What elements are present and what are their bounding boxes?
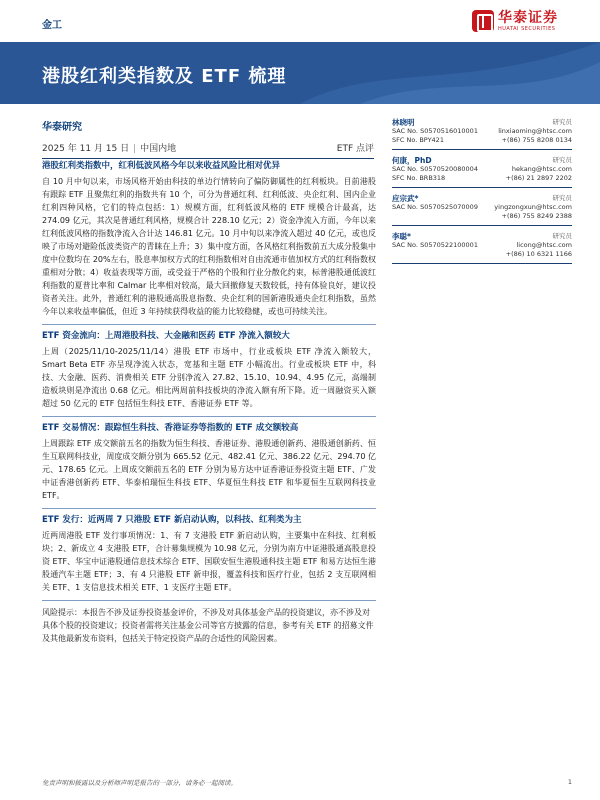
analyst-card — [392, 230, 572, 264]
report-date: 2025 年 11 月 15 日 — [42, 144, 130, 154]
analyst-email[interactable]: yingzongxun@htsc.com — [494, 203, 572, 211]
main-content — [42, 160, 376, 645]
logo-text-en: HUATAI SECURITIES — [498, 25, 556, 32]
sac-number: S0570522100001 — [420, 241, 478, 249]
analyst-card — [392, 116, 572, 150]
section — [42, 160, 376, 318]
sac-number: S0570525070009 — [420, 203, 478, 211]
report-title: 港股红利类指数及 ETF 梳理 — [42, 66, 287, 87]
report-region: 中国内地 — [140, 144, 177, 154]
section-heading: ETF 发行：近两周 7 只港股 ETF 新启动认购，以科技、红利类为主 — [42, 508, 376, 527]
top-bar — [0, 0, 600, 42]
section-heading: 港股红利类指数中，红利低波风格今年以来收益风险比相对优异 — [42, 161, 281, 171]
analyst-email[interactable]: linxiaoming@htsc.com — [498, 127, 572, 135]
report-type: ETF 点评 — [336, 144, 374, 154]
logo-text-cn: 华泰证券 — [498, 9, 558, 26]
page-footer — [42, 778, 572, 787]
analyst-card — [392, 154, 572, 188]
sfc-label: SFC No. — [392, 174, 418, 182]
disclaimer-note: 免责声明和披露以及分析师声明是报告的一部分，请务必一起阅读。 — [42, 779, 237, 787]
section — [42, 416, 376, 502]
section — [42, 508, 376, 594]
analyst-role: 研究员 — [552, 156, 572, 164]
analyst-email[interactable]: licong@htsc.com — [516, 241, 572, 249]
sac-label: SAC No. — [392, 241, 418, 249]
sac-label: SAC No. — [392, 127, 418, 135]
section-heading: ETF 交易情况：跟踪恒生科技、香港证券等指数的 ETF 成交额较高 — [42, 416, 376, 435]
section-body: 自 10 月中旬以来，市场风格开始由科技的单边行情转向了偏防御属性的红利板块。目前港股有跟踪 ETF 且聚焦红利的指数共有 10 个，可分为普通红利、红利低波、央企红利、国内企业红利四种风格，它们的特点包括：1）规模方面，红利低波风格的 ETF 规模合计最高，达 274.09 亿元，其次是普通红利风格，规模合计 228.10 亿元；2）资金净流入方面，今年以来红利低波风格的指数净流入合计达 146.81 亿元。10 月中旬以来净流入超过 40 亿元，或也反映了市场对避险低波类资产的青睐在上升；3）集中度方面，各风格红利指数前五大成分股集中度中位数均在 20%左右，股息率加权方式的红利指数相对自由流通市值加权方式的红利指数权重相对分散；4）收益表现等方面，或受益于严格的个股和行业分散化约束，标普港股通低波红利指数的夏普比率和 Calmar 比率相对较高，最大回撤修复天数较低，持有体验良好，建议投资者关注。此外，普通红利的港股通高股息指数、央企红利的国新港股通央企红利指数，虽然今年以来收益率偏低，但近 3 年持续获得收益的能力比较稳健，或也可持续关注。 — [42, 177, 376, 316]
section-body: 上周（2025/11/10-2025/11/14）港股 ETF 市场中，行业或板块 ETF 净流入额较大，Smart Beta ETF 亦呈现净流入状态，宽基和主题 ETF 小幅流出。行业或板块 ETF 中，科技、大金融、医药、消费相关 ETF 分别净流入 27.82、15.10、10.94、4.95 亿元，高端制造板块则是净流出 0.68 亿元。相比两周前科技板块的净流入额有所下降。近一周融资买入额超过 50 亿元的 ETF 包括恒生科技 ETF、香港证券 ETF 等。 — [42, 347, 376, 408]
analyst-phone: +(86) 755 8208 0134 — [501, 136, 572, 144]
banner-wave-decoration — [300, 42, 600, 104]
sac-number: S0570520080004 — [420, 165, 478, 173]
analyst-name: 应宗武* — [392, 194, 419, 203]
analyst-role: 研究员 — [552, 118, 572, 126]
analyst-panel — [392, 116, 572, 268]
sac-number: S0570516010001 — [420, 127, 478, 135]
analyst-role: 研究员 — [552, 194, 572, 202]
sfc-label: SFC No. — [392, 136, 418, 144]
huatai-logo-icon — [472, 10, 494, 32]
section — [42, 324, 376, 410]
analyst-phone: +(86) 10 6321 1166 — [505, 250, 572, 258]
risk-warning: 风险提示：本报告不涉及证券投资基金评价，不涉及对具体基金产品的投资建议，亦不涉及对具体个股的投资建议；投资者需将关注基金公司等官方披露的信息，参考有关 ETF 的招募文件及其他最新发布资料，包括关于特定投资产品的合适性的风险因素。 — [42, 600, 376, 645]
analyst-phone: +(86) 755 8249 2388 — [501, 212, 572, 220]
analyst-name: 林晓明 — [392, 118, 415, 127]
meta-line: 2025 年 11 月 15 日 | 中国内地 ETF 点评 — [42, 141, 374, 159]
page-number: 1 — [567, 778, 572, 786]
sac-label: SAC No. — [392, 165, 418, 173]
analyst-name: 李聪* — [392, 232, 411, 241]
brand-logo — [472, 10, 558, 32]
title-banner — [0, 42, 600, 104]
analyst-name: 何康，PhD — [392, 156, 432, 165]
sac-label: SAC No. — [392, 203, 418, 211]
section-body: 近两周港股 ETF 发行事项情况：1、有 7 支港股 ETF 新启动认购，主要集中在科技、红利板块；2、新成立 4 支港股 ETF，合计募集规模为 10.98 亿元，分别为南方中证港股通高股息投资 ETF、华宝中证港股通信息技术综合 ETF、国联安恒生港股通科技主题 ETF 和易方达恒生港股通汽车主题 ETF；3、有 4 只港股 ETF 新申报，覆盖科技和医疗行业，包括 2 支互联网相关 ETF、1 支信息技术相关 ETF、1 支医疗主题 ETF。 — [42, 531, 376, 592]
section-body: 上周跟踪 ETF 成交额前五名的指数为恒生科技、香港证券、港股通创新药、港股通创新药、恒生互联网科技业，周度成交额分别为 665.52 亿元、482.41 亿元、386.22 亿元、294.70 亿元、178.65 亿元。上周成交额前五名的 ETF 分别为易方达中证香港证券投资主题 ETF、广发中证香港创新药 ETF、华泰柏瑞恒生科技 ETF、华夏恒生科技 ETF 和华夏恒生互联网科技业 ETF。 — [42, 439, 376, 500]
research-org: 华泰研究 — [42, 122, 82, 133]
sfc-number: BPY421 — [419, 136, 444, 144]
analyst-phone: +(86) 21 2897 2202 — [505, 174, 572, 182]
analyst-role: 研究员 — [552, 232, 572, 240]
analyst-email[interactable]: hekang@htsc.com — [511, 165, 572, 173]
section-heading: ETF 资金流向：上周港股科技、大金融和医药 ETF 净流入额较大 — [42, 324, 376, 343]
report-category: 金工 — [42, 20, 62, 31]
sfc-number: BRB318 — [419, 174, 446, 182]
analyst-card — [392, 192, 572, 226]
